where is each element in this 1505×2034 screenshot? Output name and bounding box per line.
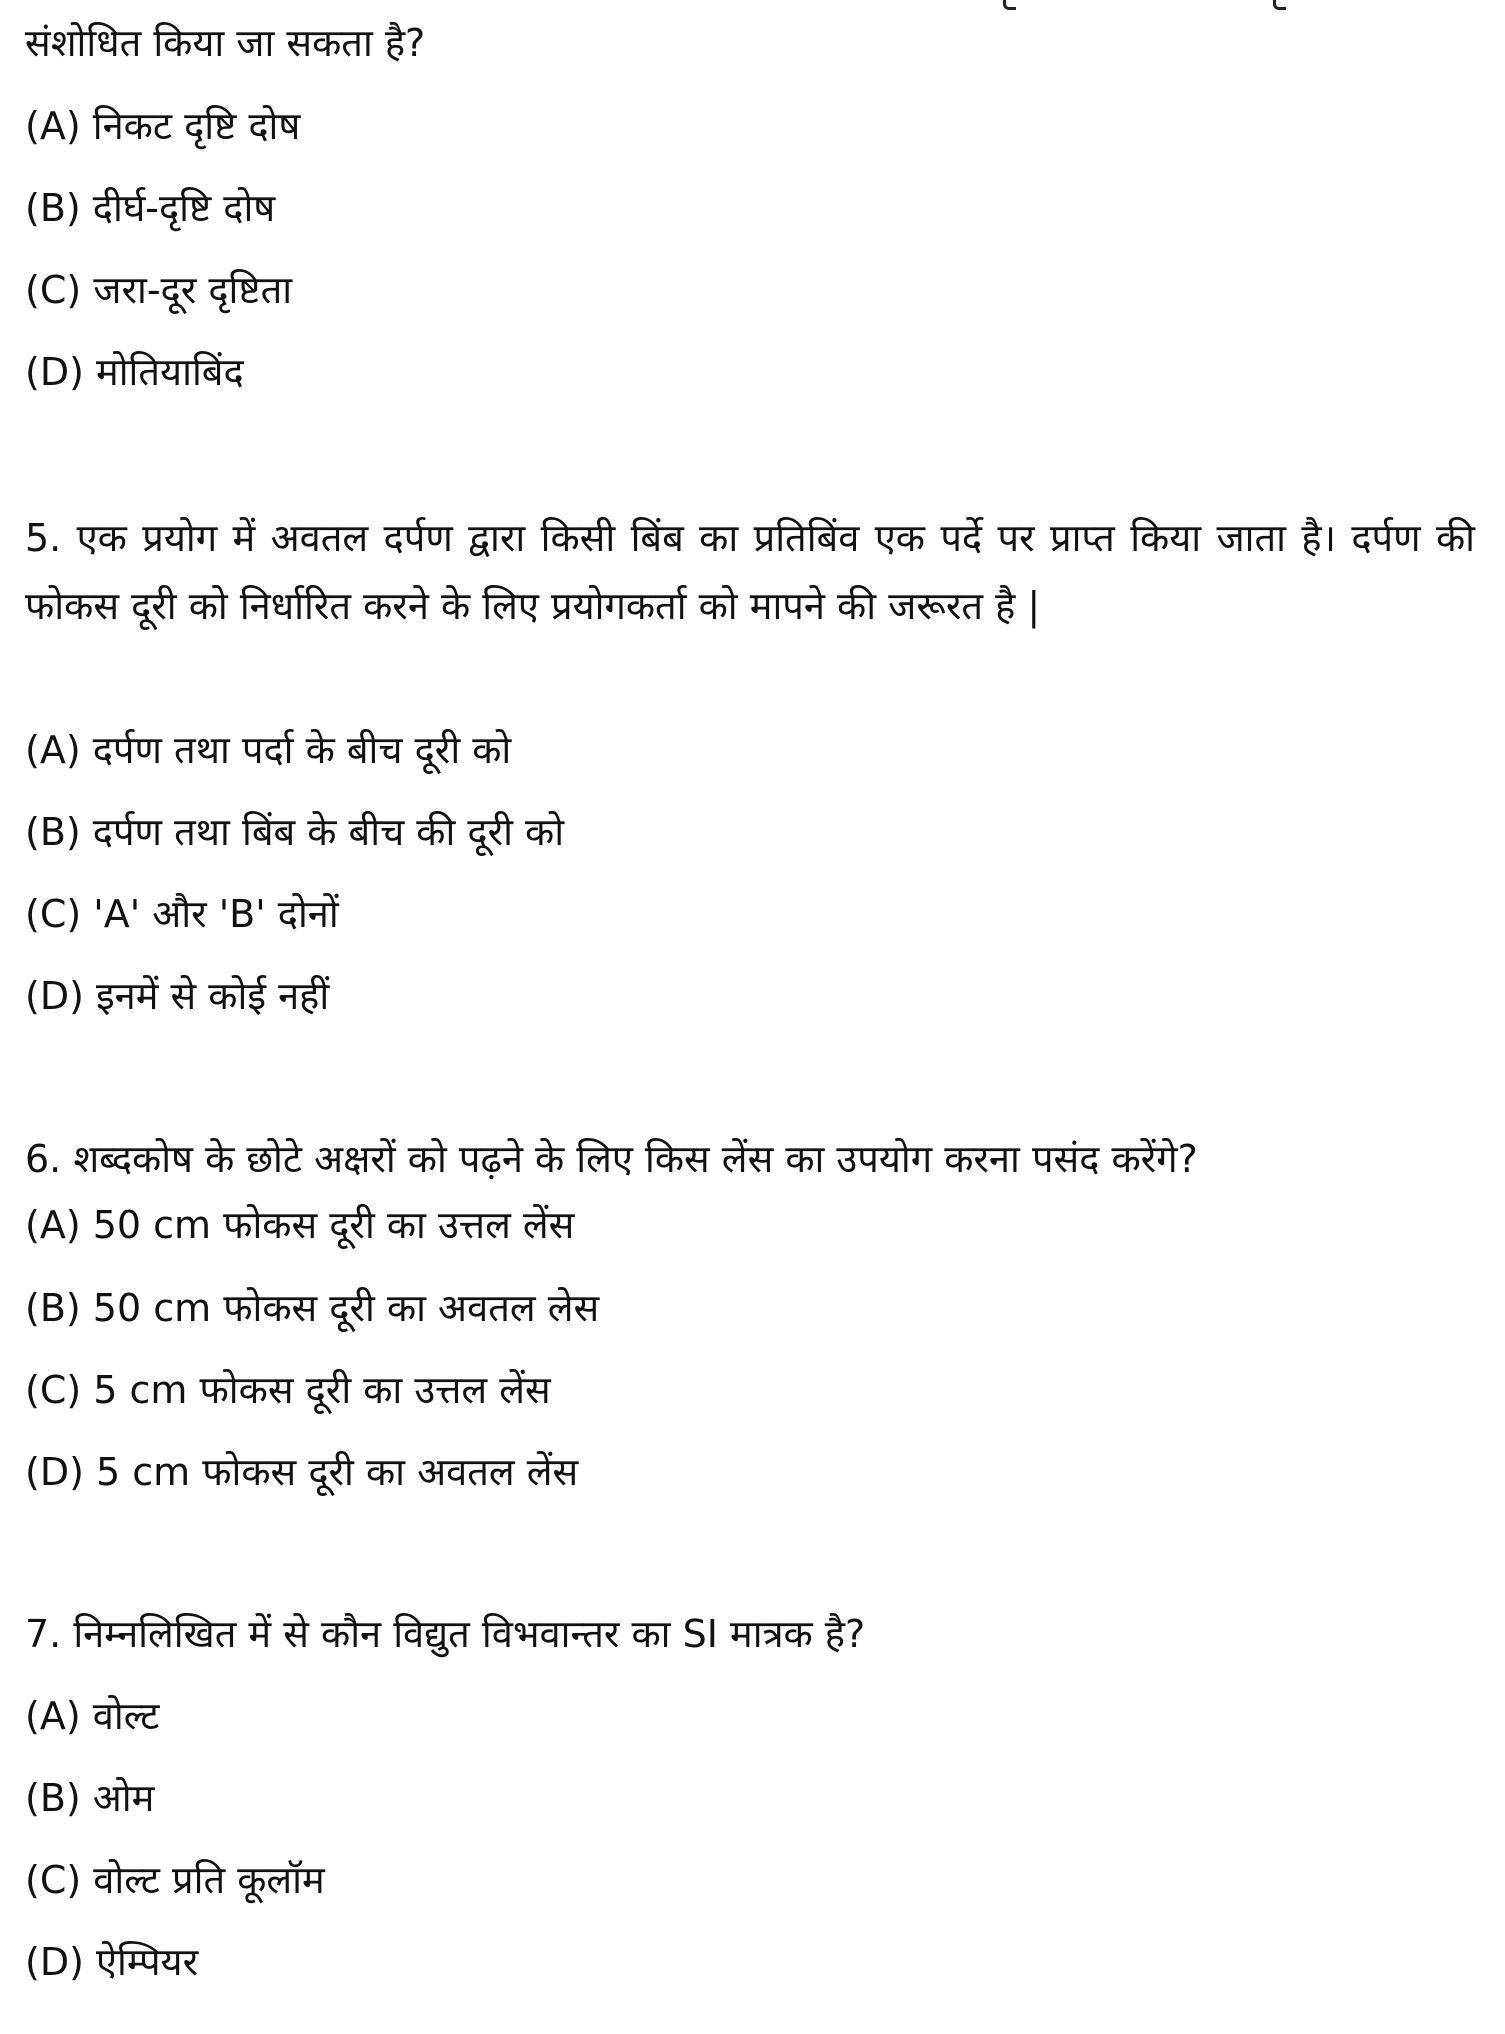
q5-option-d: (D) इनमें से कोई नहीं xyxy=(25,974,330,1018)
q7-option-c: (C) वोल्ट प्रति कूलॉम xyxy=(25,1858,325,1902)
q4-option-a: (A) निकट दृष्टि दोष xyxy=(25,104,301,148)
q6-option-a: (A) 50 cm फोकस दूरी का उत्तल लेंस xyxy=(25,1203,575,1247)
question-5: 5. एक प्रयोग में अवतल दर्पण द्वारा किसी बिंब का प्रतिबिंव एक पर्दे पर प्राप्त किया जाता है। दर्पण की फोकस दूरी को निर्धारित करने के लिए प्रयोगकर्ता को मापने की जरूरत है | xyxy=(25,516,1475,628)
q5-option-c: (C) 'A' और 'B' दोनों xyxy=(25,892,339,936)
cut-off-text-fragment xyxy=(1003,0,1303,14)
q4-option-b: (B) दीर्घ-दृष्टि दोष xyxy=(25,186,276,230)
q5-option-a: (A) दर्पण तथा पर्दा के बीच दूरी को xyxy=(25,728,512,772)
q6-option-c: (C) 5 cm फोकस दूरी का उत्तल लेंस xyxy=(25,1368,551,1412)
q4-option-d: (D) मोतियाबिंद xyxy=(25,350,244,394)
q5-option-b: (B) दर्पण तथा बिंब के बीच की दूरी को xyxy=(25,810,565,854)
q6-option-b: (B) 50 cm फोकस दूरी का अवतल लेस xyxy=(25,1286,600,1330)
q7-option-d: (D) ऐम्पियर xyxy=(25,1940,199,1984)
q7-option-b: (B) ओम xyxy=(25,1776,155,1820)
question-4-continuation: संशोधित किया जा सकता है? xyxy=(25,21,426,65)
question-6: 6. शब्दकोष के छोटे अक्षरों को पढ़ने के लिए किस लेंस का उपयोग करना पसंद करेंगे? xyxy=(25,1137,1198,1181)
q4-option-c: (C) जरा-दूर दृष्टिता xyxy=(25,268,293,312)
q6-option-d: (D) 5 cm फोकस दूरी का अवतल लेंस xyxy=(25,1450,579,1494)
question-7: 7. निम्नलिखित में से कौन विद्युत विभवान्तर का SI मात्रक है? xyxy=(25,1612,866,1656)
q7-option-a: (A) वोल्ट xyxy=(25,1694,160,1738)
